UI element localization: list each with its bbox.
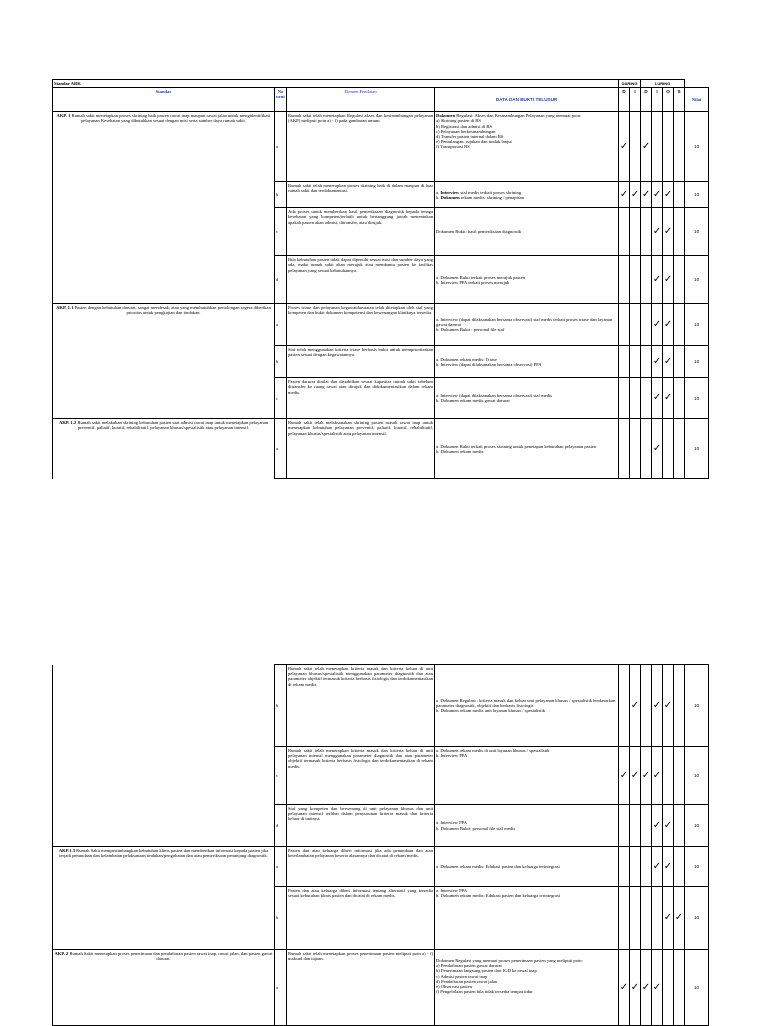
standard-akp-1-3: AKP.1.3 Rumah Sakit mempertimbangkan kebutuhan klinis pasien dan memberikan informasi kepada pasien jika terjadi penundaan dan kelambatan pelaksanaan tindakan/pengobatan dan atau pemeriksaan penunjang diagnostik. <box>53 847 275 950</box>
evidence-text: a. Dokumen rekam medis: Triase b. Interview (dapat dilaksanakan bersama observasi) PPA <box>435 346 619 378</box>
standard-akp-2: AKP. 2 Rumah Sakit menetapkan proses penerimaan dan pendaftaran pasien rawat inap, rawat jalan, dan pasien gawat darurat. <box>53 950 275 1026</box>
check-icon: ✓ <box>652 805 663 847</box>
elemen-text: Ada proses untuk memberikan hasil pemeriksaan diagnostik kepada tenaga kesehatan yang kompeten/terlatih untuk bertanggung jawab menentukan apakah pasien akan admisi, ditransfer, atau dirujuk. <box>287 208 435 256</box>
row-number: b <box>275 182 287 208</box>
nilai-value: 10 <box>685 112 709 182</box>
check-icon: ✓ <box>619 112 630 182</box>
check-icon: ✓ <box>630 182 641 208</box>
elemen-text: Pasien dan atau keluarga diberi informasi jika ada penundaan dan atau keterlambatan pelayanan beserta alasannya dan dicatat di rekam medis. <box>287 847 435 887</box>
data-bukti-header: DATA DAN BUKTI TELUSUR <box>435 88 619 112</box>
nilai-value: 10 <box>685 950 709 1026</box>
elemen-text: Pasien dan atau keluarga diberi informasi tentang alternatif yang tersedia sesuai kebutuhan klinis pasien dan dicatat di rekam medis. <box>287 887 435 950</box>
elemen-text: Pasien darurat dinilai dan distabilkan sesuai kapasitas rumah sakit sebelum ditransfer ke ruang rawat atau dirujuk dan didokumentasikan dalam rekam medis. <box>287 378 435 419</box>
standard-akp-1: AKP. 1 Rumah sakit menetapkan proses skrining baik pasien rawat inap maupun rawat jalan untuk mengidentifikasi pelayanan Kesehatan yang dibutuhkan sesuai dengan misi serta sumber daya rumah sakit. <box>53 112 275 304</box>
evidence-text: a. Dokumen Regulasi : kriteria masuk dan keluar unit pelayanan khusus / spesialistik berdasarkan parameter diagnostik, objektif dan berbasis fisiologis b. Dokumen rekam medis unit layanan khusus / spesialistik <box>435 665 619 747</box>
check-icon: ✓ <box>663 346 674 378</box>
row-number: d <box>275 256 287 304</box>
check-icon: ✓ <box>619 747 630 805</box>
check-icon: ✓ <box>652 304 663 346</box>
check-icon: ✓ <box>663 887 674 950</box>
col-i2-header: I <box>652 88 663 112</box>
row-number: a <box>275 419 287 479</box>
elemen-text: Rumah sakit telah menetapkan Regulasi akses dan kesinambungan pelayanan (AKP) meliputi poin a) - f) pada gambaran umum. <box>287 112 435 182</box>
standard-akp-1-2: AKP. 1.2 Rumah sakit melakukan skrining kebutuhan pasien saat admisi rawat inap untuk menetapkan pelayanan preventif, paliatif, kuratif, rehabilitatif, pelayanan khusus/spesialistik atau pelayanan intensif. <box>53 419 275 479</box>
nilai-value: 10 <box>685 847 709 887</box>
evidence-text: Dokumen Regulasi: Akses dan Kesinambungan Pelayanan yang memuat poin: a) Skrining pasien di RS b) Registrasi dan admisi di RS c) Pelayanan berkesinambungan d) Transfer pasien internal dalam RS e) Pemulangan, rujukan dan tindak lanjut f) Transportasi RS <box>435 112 619 182</box>
elemen-text: Rumah sakit telah menerapkan kriteria masuk dan kriteria keluar di unit pelayanan intensif menggunakan parameter diagnostik dan atau parameter objektif termasuk kriteria berbasis fisiologis dan terdokumentasikan di rekam medis. <box>287 747 435 805</box>
elemen-text: Rumah sakit telah menetapkan kriteria masuk dan kriteria keluar di unit pelayanan khusus/spesialistik menggunakan parameter diagnostik dan atau parameter objektif termasuk kriteria berbasis fisiologis dan terdokumentasikan di rekam medis. <box>287 665 435 747</box>
table-section-2 <box>52 664 708 1026</box>
elemen-text: Proses triase dan pelayanan kegawatdaruratan telah ditetapkan oleh staf yang kompeten dan bukti dokumen kompetensi dan kewenangan kliniknya tersedia. <box>287 304 435 346</box>
nilai-value: 10 <box>685 887 709 950</box>
row-number: a <box>275 847 287 887</box>
nilai-header: Nilai <box>685 88 709 112</box>
evidence-text: a. Interview PPA b. Dokumen Bukti: personal file staf medis <box>435 805 619 847</box>
evidence-text: a. Dokumen Bukti terkait proses merujuk pasien b. Interview PPA terkait proses merujuk <box>435 256 619 304</box>
evidence-text: a. Dokumen rekam medis di unit layanan khusus / spesialistik b. Interview PPA <box>435 747 619 805</box>
nilai-value: 10 <box>685 805 709 847</box>
elemen-text: Rumah sakit telah melaksanakan skrining pasien masuk rawat inap untuk menetapkan kebutuhan pelayanan preventif, paliatif, kuratif, rehabilitatif, pelayanan khusus/spesialistik atau pelayanan intensif. <box>287 419 435 479</box>
check-icon: ✓ <box>641 950 652 1026</box>
col-o-header: O <box>663 88 674 112</box>
elemen-text: Bila kebutuhan pasien tidak dapat dipenuhi sesuai misi dan sumber daya yang ada, maka rumah sakit akan merujuk atau membantu pasien ke fasilitas pelayanan yang sesuai kebutuhannya. <box>287 256 435 304</box>
check-icon: ✓ <box>630 665 641 747</box>
check-icon: ✓ <box>652 847 663 887</box>
evidence-text: a. Interview staf medis terkait proses skrining b. Dokumen rekam medis: skrining / penapisan <box>435 182 619 208</box>
daring-header: DARING <box>619 80 641 88</box>
check-icon: ✓ <box>663 304 674 346</box>
standar-header: Standar <box>53 88 275 112</box>
table-row <box>53 665 709 747</box>
check-icon: ✓ <box>630 950 641 1026</box>
check-icon: ✓ <box>652 665 663 747</box>
row-number: b <box>275 665 287 747</box>
check-icon: ✓ <box>663 847 674 887</box>
elemen-header: Elemen Penilaian <box>287 88 435 112</box>
evidence-text: a. Interview (dapat dilaksanakan bersama observasi) staf medis terkait proses triase dan layanan gawat darurat b. Dokumen Bukti : personal file staf <box>435 304 619 346</box>
row-number: a <box>275 950 287 1026</box>
check-icon: ✓ <box>663 256 674 304</box>
check-icon: ✓ <box>652 208 663 256</box>
check-icon: ✓ <box>652 346 663 378</box>
nilai-value: 10 <box>685 378 709 419</box>
table-row <box>53 304 709 346</box>
check-icon: ✓ <box>663 378 674 419</box>
check-icon: ✓ <box>619 950 630 1026</box>
table-section-1 <box>52 79 708 479</box>
evidence-text: a. Dokumen rekam medis: Edukasi pasien dan keluarga terintegrasi <box>435 847 619 887</box>
nilai-value: 10 <box>685 346 709 378</box>
check-icon: ✓ <box>641 112 652 182</box>
table-row <box>53 847 709 887</box>
check-icon: ✓ <box>663 805 674 847</box>
evidence-text: a. Dokumen Bukti terkait proses skrining untuk penetapan kebutuhan pelayanan pasien b. Dokumen rekam medis <box>435 419 619 479</box>
elemen-text: Staf telah menggunakan kriteria triase berbasis bukti untuk memprioritaskan pasien sesuai dengan kegawatannya. <box>287 346 435 378</box>
table-row <box>53 419 709 479</box>
check-icon: ✓ <box>652 419 663 479</box>
check-icon: ✓ <box>630 747 641 805</box>
check-icon: ✓ <box>641 747 652 805</box>
check-icon: ✓ <box>619 182 630 208</box>
elemen-text: Rumah sakit telah menetapkan proses penerimaan pasien meliputi poin a) - f) maksud dan tujuan. <box>287 950 435 1026</box>
table-row <box>53 950 709 1026</box>
luring-header: LURING <box>641 80 685 88</box>
col-i-header: I <box>630 88 641 112</box>
row-number: c <box>275 747 287 805</box>
row-number: c <box>275 208 287 256</box>
nilai-value: 10 <box>685 665 709 747</box>
document-title: Standar ARK <box>53 80 619 88</box>
col-s-header: S <box>674 88 685 112</box>
check-icon: ✓ <box>652 182 663 208</box>
col-d-header: D <box>619 88 630 112</box>
check-icon: ✓ <box>663 208 674 256</box>
check-icon: ✓ <box>652 378 663 419</box>
ark-table-1 <box>52 79 709 479</box>
check-icon: ✓ <box>652 950 663 1026</box>
no-urut-header: No urut <box>275 88 287 112</box>
nilai-value: 10 <box>685 256 709 304</box>
evidence-text: Dokumen Bukti: hasil pemeriksaan diagnostik <box>435 208 619 256</box>
elemen-text: Staf yang kompeten dan berwenang di unit pelayanan khusus dan unit pelayanan intensif terlibat dalam penyusunan kriteria masuk dan kriteria keluar di unitnya. <box>287 805 435 847</box>
ark-table-2 <box>52 664 709 1026</box>
evidence-text: Dokumen Regulasi yang memuat proses penerimaan pasien yang meliputi poin: a) Pendaftaran pasien gawat darurat b) Penerimaan langsung pasien dari IGD ke rawat inap c) Admisi pasien rawat inap d) Pendaftaran pasien rawat jalan e) Observasi pasien f) Pengelolaan pasien bila tidak tersedia tempat tidur <box>435 950 619 1026</box>
nilai-value: 10 <box>685 182 709 208</box>
check-icon: ✓ <box>652 256 663 304</box>
row-number: a <box>275 112 287 182</box>
check-icon: ✓ <box>674 887 685 950</box>
table-row <box>53 112 709 182</box>
check-icon: ✓ <box>663 665 674 747</box>
row-number: d <box>275 805 287 847</box>
nilai-value: 10 <box>685 208 709 256</box>
elemen-text: Rumah sakit telah menerapkan proses skrining baik di dalam maupun di luar rumah sakit dan terdokumentasi. <box>287 182 435 208</box>
nilai-value: 10 <box>685 419 709 479</box>
row-number: a <box>275 304 287 346</box>
check-icon: ✓ <box>641 182 652 208</box>
row-number: b <box>275 346 287 378</box>
evidence-text: a. Interview PPA b. Dokumen rekam medis: Edukasi pasien dan keluarga terintegrasi <box>435 887 619 950</box>
nilai-value: 10 <box>685 747 709 805</box>
standard-akp-1-1: AKP. 1.1 Pasien dengan kebutuhan darurat, sangat mendesak, atau yang membutuhkan pertolongan segera diberikan prioritas untuk pengkajian dan tindakan. <box>53 304 275 419</box>
evidence-text: a. Interview (dapat dilaksanakan bersama observasi) staf medis b. Dokumen rekam medis gawat darurat <box>435 378 619 419</box>
col-d2-header: D <box>641 88 652 112</box>
nilai-value: 10 <box>685 304 709 346</box>
check-icon: ✓ <box>652 747 663 805</box>
check-icon: ✓ <box>663 182 674 208</box>
row-number: b <box>275 887 287 950</box>
row-number: c <box>275 378 287 419</box>
